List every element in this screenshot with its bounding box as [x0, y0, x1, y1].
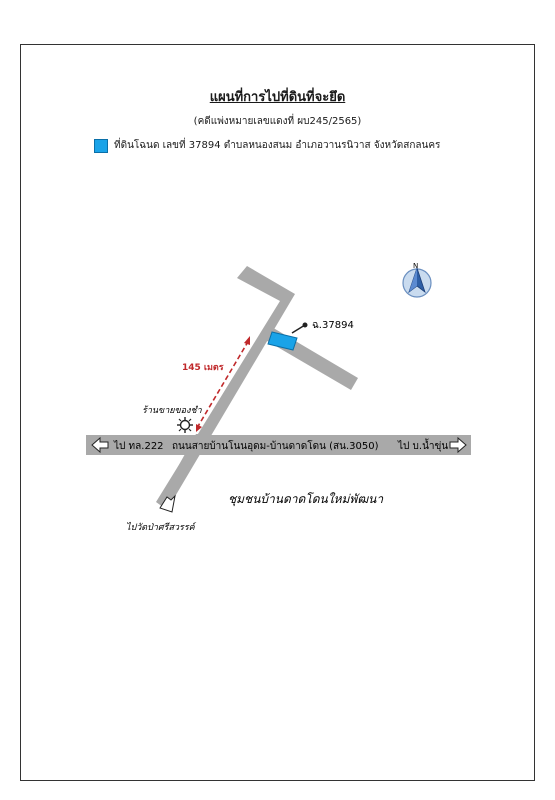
parcel-label: ฉ.37894 [312, 320, 354, 331]
road-left-label: ไป ทล.222 [114, 441, 164, 452]
distance-label: 145 เมตร [182, 363, 224, 373]
parcel-pointer-dot [303, 323, 308, 328]
map-title: แผนที่การไปที่ดินที่จะยึด [209, 90, 346, 105]
shop-icon [177, 417, 193, 433]
distance-arrow-up-icon [244, 336, 250, 345]
case-number: (คดีแพ่งหมายเลขแดงที่ ผบ245/2565) [193, 116, 362, 127]
north-arrow-icon [403, 268, 431, 297]
land-parcel [268, 332, 297, 350]
shop-label: ร้านขายของชำ [142, 406, 202, 416]
north-label: N [413, 262, 419, 270]
road-name-label: ถนนสายบ้านโนนอุดม-บ้านดาดโดน (สน.3050) [172, 441, 379, 452]
temple-label: ไปวัดป่าศรีสวรรค์ [126, 523, 195, 533]
community-label: ชุมชนบ้านดาดโดนใหม่พัฒนา [228, 492, 384, 506]
road-right-label: ไป บ.น้ำขุ่น [398, 441, 449, 452]
legend-label: ที่ดินโฉนด เลขที่ 37894 ตำบลหนองสนม อำเภอวานรนิวาส จังหวัดสกลนคร [114, 140, 441, 151]
